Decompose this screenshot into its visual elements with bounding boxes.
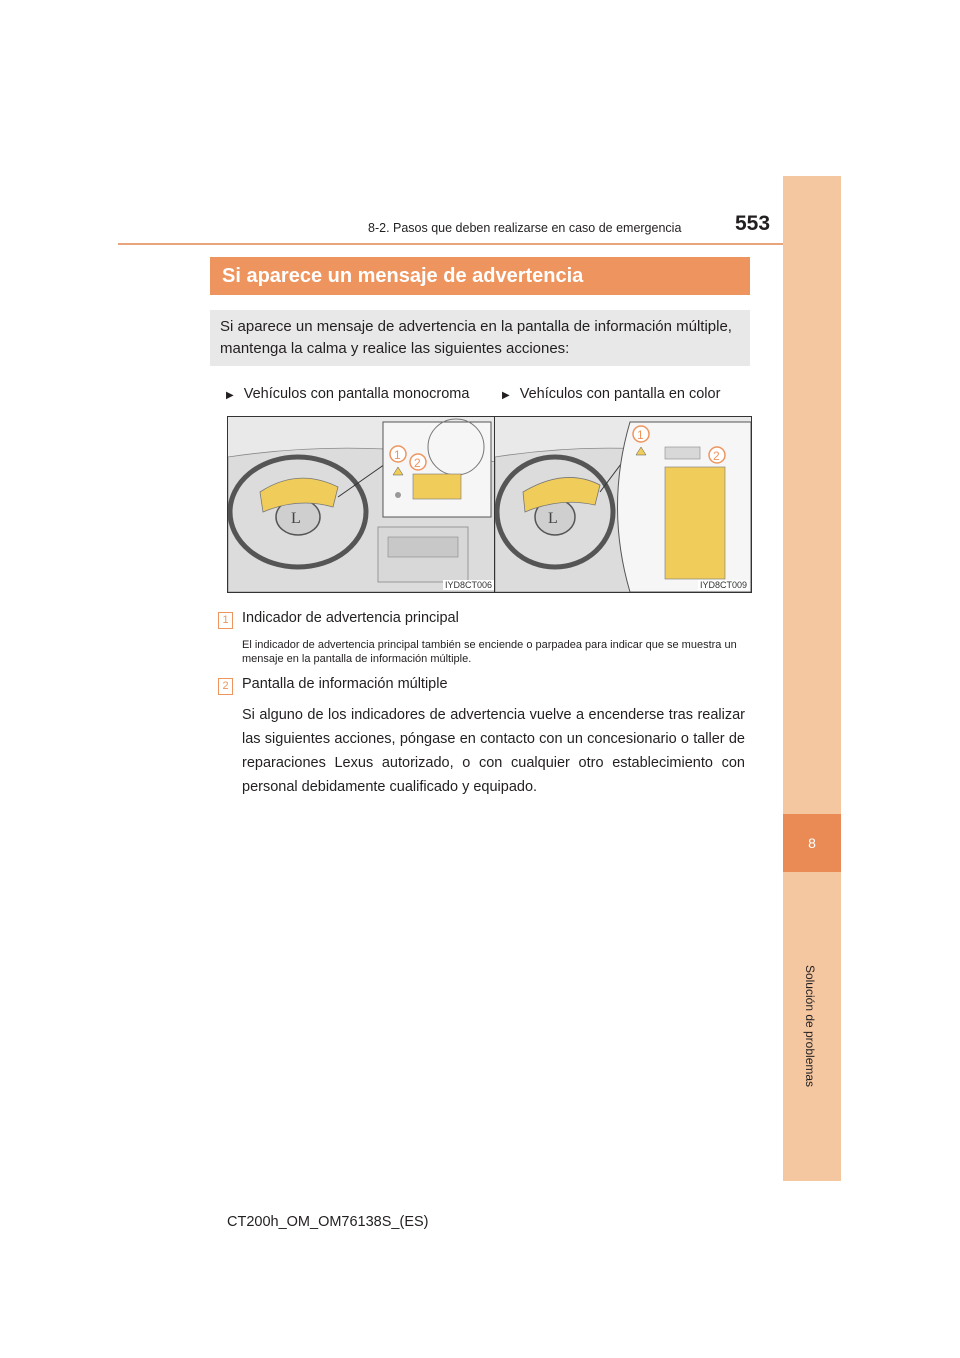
intro-box: Si aparece un mensaje de advertencia en la pantalla de información múltiple, mantenga la calma y realice las siguientes acciones: bbox=[210, 310, 750, 366]
figure-monochrome-dashboard bbox=[227, 416, 497, 593]
dashboard-illustration-color bbox=[495, 417, 751, 592]
body-paragraph: Si alguno de los indicadores de advertencia vuelve a encenderse tras realizar las siguientes acciones, póngase en contacto con un concesionario o taller de reparaciones Lexus autorizado, o con cualquier otro establecimiento con personal debidamente cualificado y equipado. bbox=[242, 707, 745, 795]
svg-text:2: 2 bbox=[713, 449, 720, 463]
svg-text:L: L bbox=[548, 510, 558, 527]
item-number-badge: 2 bbox=[218, 678, 233, 695]
chapter-title: Solución de problemas bbox=[803, 964, 817, 1088]
svg-text:L: L bbox=[291, 510, 301, 527]
item-title: Pantalla de información múltiple bbox=[242, 676, 448, 692]
chapter-side-tab bbox=[783, 176, 841, 1181]
section-title: Si aparece un mensaje de advertencia bbox=[210, 257, 750, 295]
figure-code: IYD8CT006 bbox=[444, 580, 492, 590]
figure-label-color: ▶ Vehículos con pantalla en color bbox=[502, 386, 721, 402]
item-warning-light bbox=[218, 610, 459, 629]
triangle-bullet-icon: ▶ bbox=[502, 390, 510, 401]
svg-text:1: 1 bbox=[394, 448, 401, 462]
dashboard-illustration-mono bbox=[228, 417, 496, 592]
svg-text:1: 1 bbox=[637, 428, 644, 442]
header-rule bbox=[118, 243, 783, 245]
triangle-bullet-icon: ▶ bbox=[226, 390, 234, 401]
svg-text:2: 2 bbox=[414, 456, 421, 470]
figure-color-dashboard bbox=[494, 416, 752, 593]
item-multi-info-display bbox=[218, 676, 448, 695]
figure-code: IYD8CT009 bbox=[699, 580, 747, 590]
running-header: 8-2. Pasos que deben realizarse en caso de emergencia bbox=[368, 221, 682, 235]
page-number: 553 bbox=[735, 212, 771, 235]
item-number-badge: 1 bbox=[218, 612, 233, 629]
footer-code: CT200h_OM_OM76138S_(ES) bbox=[227, 1214, 429, 1230]
figure-label-mono: ▶ Vehículos con pantalla monocroma bbox=[226, 386, 470, 402]
chapter-number: 8 bbox=[783, 814, 841, 872]
item-title: Indicador de advertencia principal bbox=[242, 610, 459, 626]
item-note: El indicador de advertencia principal también se enciende o parpadea para indicar que se muestra un mensaje en la pantalla de información múltiple. bbox=[242, 639, 737, 665]
